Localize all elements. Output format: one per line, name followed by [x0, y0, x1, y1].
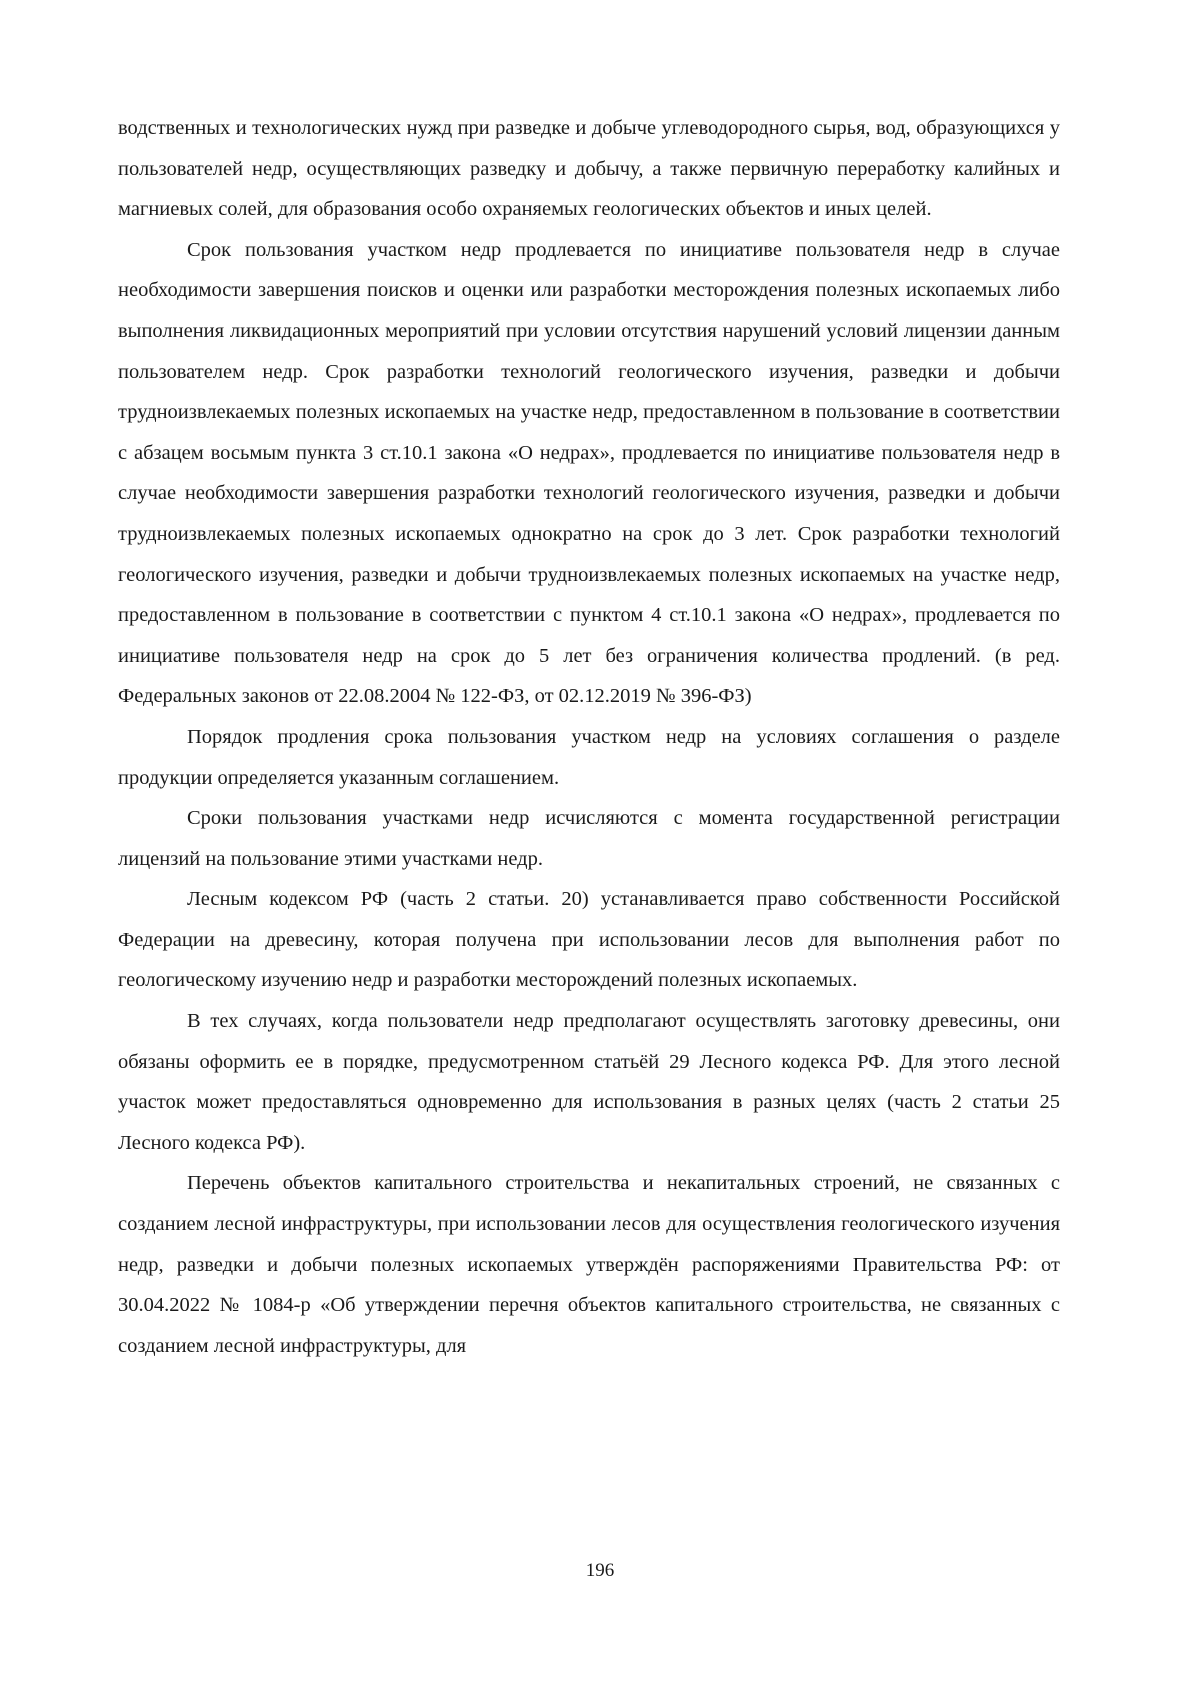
paragraph-extension-term: Срок пользования участком недр продлевается по инициативе пользователя недр в случае необходимости завершения поисков и оценки или разработки месторождения полезных ископаемых либо выполнения ликвидационных мероприятий при условии отсутствия нарушений условий лицензии данным пользователем недр. Срок разработки технологий геологического изучения, разведки и добычи трудноизвлекаемых полезных ископаемых на участке недр, предоставленном в пользование в соответствии с абзацем восьмым пункта 3 ст.10.1 закона «О недрах», продлевается по инициативе пользователя недр в случае необходимости завершения разработки технологий геологического изучения, разведки и добычи трудноизвлекаемых полезных ископаемых однократно на срок до 3 лет. Срок разработки технологий геологического изучения, разведки и добычи трудноизвлекаемых полезных ископаемых на участке недр, предоставленном в пользование в соответствии с пунктом 4 ст.10.1 закона «О недрах», продлевается по инициативе пользователя недр на срок до 5 лет без ограничения количества продлений. (в ред. Федеральных законов от 22.08.2004 № 122-ФЗ, от 02.12.2019 № 396-ФЗ) [118, 238, 1060, 708]
paragraph-capital-objects: Перечень объектов капитального строительства и некапитальных строений, не связанных с созданием лесной инфраструктуры, при использовании лесов для осуществления геологического изучения недр, разведки и добычи полезных ископаемых утверждён распоряжениями Правительства РФ: от 30.04.2022 № 1084-р «Об утверждении перечня объектов капитального строительства, не связанных с созданием лесной инфраструктуры, для [118, 1172, 1060, 1357]
document-body [118, 108, 1060, 1366]
paragraph-timber-harvest: В тех случаях, когда пользователи недр предполагают осуществлять заготовку древесины, они обязаны оформить ее в порядке, предусмотренном статьёй 29 Лесного кодекса РФ. Для этого лесной участок может предоставляться одновременно для использования в разных целях (часть 2 статьи 25 Лесного кодекса РФ). [118, 1010, 1060, 1154]
paragraph-forest-code: Лесным кодексом РФ (часть 2 статьи. 20) устанавливается право собственности Российской Федерации на древесину, которая получена при использовании лесов для выполнения работ по геологическому изучению недр и разработки месторождений полезных ископаемых. [118, 888, 1060, 992]
paragraph-continuation: водственных и технологических нужд при разведке и добыче углеводородного сырья, вод, образующихся у пользователей недр, осуществляющих разведку и добычу, а также первичную переработку калийных и магниевых солей, для образования особо охраняемых геологических объектов и иных целей. [118, 117, 1060, 221]
paragraph-psa-extension: Порядок продления срока пользования участком недр на условиях соглашения о разделе продукции определяется указанным соглашением. [118, 725, 1060, 789]
paragraph-term-calculation: Сроки пользования участками недр исчисляются с момента государственной регистрации лицензий на пользование этими участками недр. [118, 807, 1060, 870]
page-number: 196 [585, 1560, 615, 1581]
